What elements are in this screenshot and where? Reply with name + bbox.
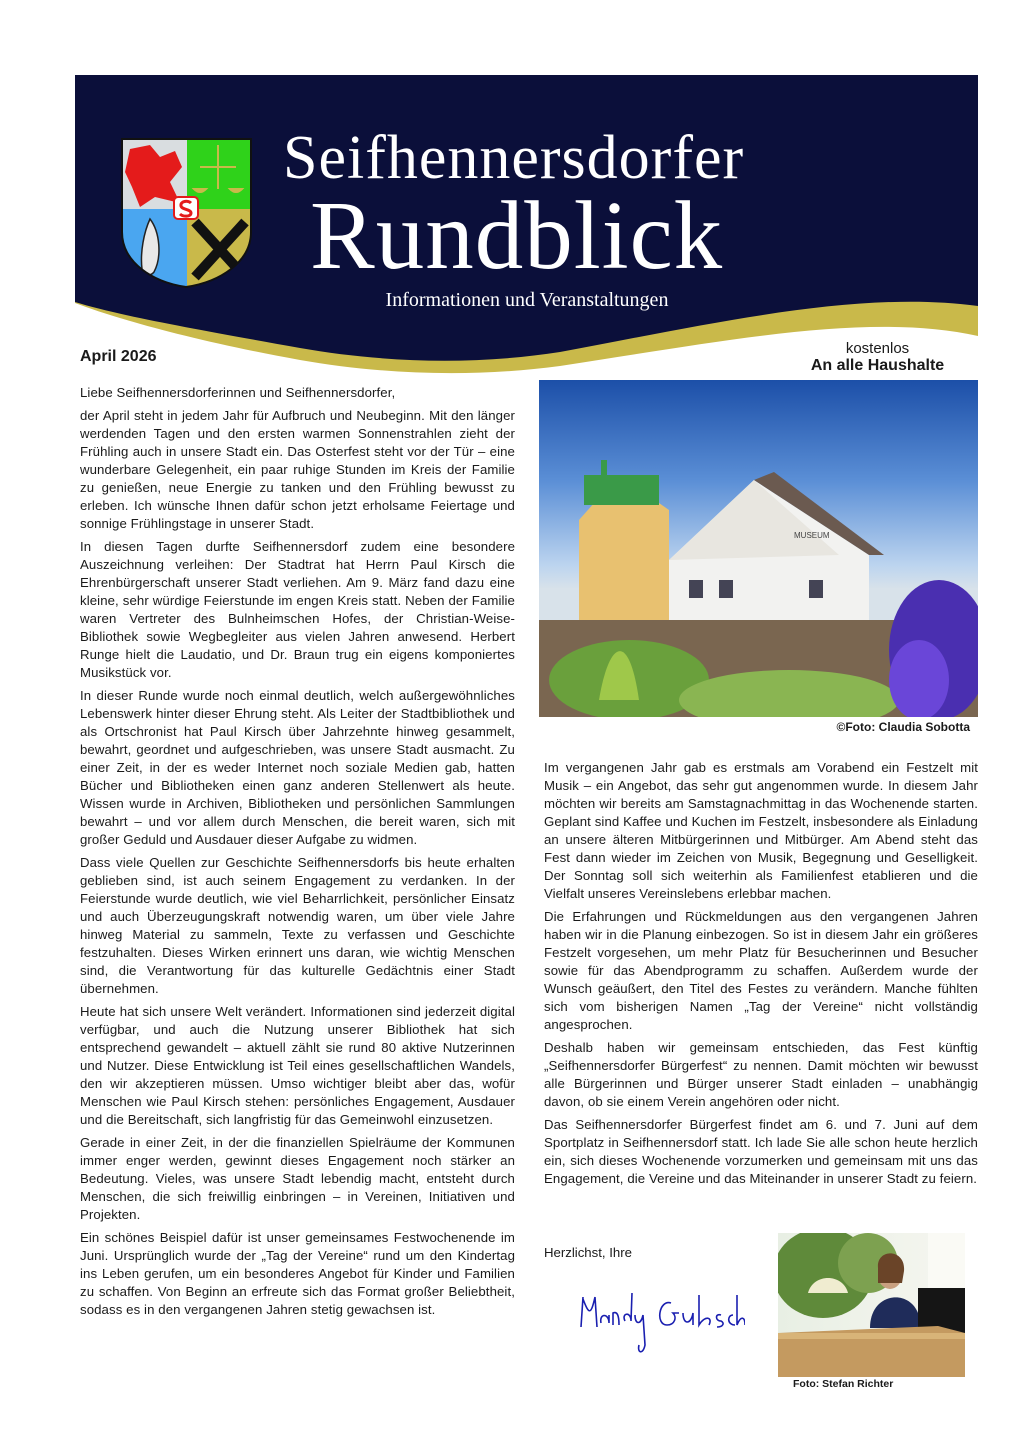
masthead-title-line2: Rundblick <box>310 182 724 289</box>
paragraph: der April steht in jedem Jahr für Aufbruch und Neubeginn. Mit den länger werdenden Tagen und den ersten warmen Sonnenstrahlen zieht der Frühling auch in unsere Stadt ein. Das Osterfest steht vor der Tür – eine wunderbare Gelegenheit, ein paar ruhige Stunden im Kreis der Familie zu genießen, neue Energie zu tanken und den Frühling bewusst zu erleben. Ich wünsche Ihnen dafür schon jetzt erholsame Feiertage und sonnige Frühlingstage in unserer Stadt. <box>80 408 515 531</box>
paragraph: Dass viele Quellen zur Geschichte Seifhennersdorfs bis heute erhalten geblieben sind, ist auch seinem Engagement zu verdanken. In der Feierstunde wurde deutlich, wie viel Beharrlichkeit, persönlicher Einsatz und auch Überzeugungskraft notwendig waren, um über viele Jahre hinweg Material zu sammeln, Texte zu verfassen und Geschichte festzuhalten. Dieses Wirken erinnert uns daran, wie wichtig Menschen sind, die Verantwortung für das kulturelle Gedächtnis einer Stadt übernehmen. <box>80 855 515 996</box>
s-badge-icon <box>174 197 198 219</box>
signature <box>575 1285 745 1360</box>
letter-right-column <box>544 759 978 1193</box>
closing: Herzlichst, Ihre <box>544 1245 632 1260</box>
distribution-label: An alle Haushalte <box>810 357 945 374</box>
price-note: kostenlos <box>845 340 910 357</box>
letter-left-column <box>80 384 515 1324</box>
paragraph: In dieser Runde wurde noch einmal deutlich, welch außergewöhnliches Lebenswerk hinter dieser Ehrung steht. Als Leiter der Stadtbibliothek und als Ortschronist hat Paul Kirsch über Jahrzehnte hinweg gesammelt, bewahrt, geordnet und aufgeschrieben, was unsere Stadt ausmacht. Zu einer Zeit, in der es weder Internet noch soziale Medien gab, hatten Bücher und Bibliotheken einen ganz anderen Stellenwert als heute. Wissen wurde in Archiven, Bibliotheken und persönlichen Sammlungen bewahrt – und vor allem durch Menschen, die bereit waren, sich mit großer Geduld und Ausdauer dieser Aufgabe zu widmen. <box>80 688 515 847</box>
photo-caption: ©Foto: Claudia Sobotta <box>836 720 970 734</box>
museum-sign: MUSEUM <box>794 531 830 540</box>
paragraph: Deshalb haben wir gemeinsam entschieden, das Fest künftig „Seifhennersdorfer Bürgerfest“ zu nennen. Damit möchten wir bewusst alle Bürgerinnen und Bürger unserer Stadt einladen – unabhängig davon, ob sie einem Verein angehören oder nicht. <box>544 1040 978 1109</box>
masthead-subtitle: Informationen und Veranstaltungen <box>385 289 669 311</box>
paragraph: Gerade in einer Zeit, in der die finanziellen Spielräume der Kommunen immer enger werden, gewinnt dieses Engagement noch stärker an Bedeutung. Vieles, was unsere Stadt lebendig macht, entsteht durch Menschen, die sich freiwillig einbringen – in Vereinen, Initiativen und Projekten. <box>80 1135 515 1222</box>
masthead-title-line1: Seifhennersdorfer <box>283 124 745 192</box>
issue-date: April 2026 <box>80 348 157 365</box>
salutation: Liebe Seifhennersdorferinnen und Seifhennersdorfer, <box>80 385 396 400</box>
paragraph: In diesen Tagen durfte Seifhennersdorf zudem eine besondere Auszeichnung verleihen: Der Stadtrat hat Herrn Paul Kirsch die Ehrenbürgerschaft unserer Stadt verliehen. Am 9. März fand dazu eine kleine, sehr würdige Feierstunde im engen Kreis statt. Neben der Familie waren Vertreter des Bulnheimschen Hofes, der Christian-Weise-Bibliothek sowie Wegbegleiter aus vielen Jahren anwesend. Herbert Runge hielt die Laudatio, und Dr. Braun trug ein eigens komponiertes Musikstück vor. <box>80 539 515 680</box>
paragraph: Im vergangenen Jahr gab es erstmals am Vorabend ein Festzelt mit Musik – ein Angebot, das sehr gut angenommen wurde. In diesem Jahr möchten wir bereits am Samstagnachmittag in das Wochenende starten. Geplant sind Kaffee und Kuchen im Festzelt, insbesondere als Einladung an unsere älteren Mitbürgerinnen und Mitbürger. Am Abend steht das Fest dann wieder im Zeichen von Musik, Begegnung und Geselligkeit. Der Sonntag soll sich weiterhin als Familienfest etablieren und die Vielfalt unseres Vereinslebens erlebbar machen. <box>544 760 978 901</box>
museum-photo <box>539 380 978 717</box>
mayor-portrait-photo <box>778 1233 965 1377</box>
paragraph: Das Seifhennersdorfer Bürgerfest findet am 6. und 7. Juni auf dem Sportplatz in Seifhennersdorf statt. Ich lade Sie alle schon heute herzlich ein, sich dieses Wochenende vorzumerken und gemeinsam mit uns das Engagement, die Vereine und das Miteinander in unserer Stadt zu feiern. <box>544 1117 978 1186</box>
paragraph: Ein schönes Beispiel dafür ist unser gemeinsames Festwochenende im Juni. Ursprünglich wurde der „Tag der Vereine“ rund um den Kindertag ins Leben gerufen, um ein besonderes Angebot für Kinder und Familien zu schaffen. Von Beginn an erfreute sich das Format großer Beliebtheit, sodass es in den vergangenen Jahren stetig gewachsen ist. <box>80 1230 515 1317</box>
paragraph: Heute hat sich unsere Welt verändert. Informationen sind jederzeit digital verfügbar, und auch die Nutzung unserer Bibliothek hat sich entsprechend gewandelt – aktuell zählt sie rund 80 aktive Nutzerinnen und Nutzer. Diese Entwicklung ist Teil eines gesellschaftlichen Wandels, den wir akzeptieren müssen. Umso wichtiger bleibt aber das, wofür Menschen wie Paul Kirsch stehen: persönliches Engagement, Ausdauer und die Bereitschaft, sich langfristig für das Gemeinwohl einzusetzen. <box>80 1004 515 1127</box>
paragraph: Die Erfahrungen und Rückmeldungen aus den vergangenen Jahren haben wir in die Planung einbezogen. So ist in diesem Jahr ein größeres Festzelt vorgesehen, um mehr Platz für Besucherinnen und Besucher sowie für das Abendprogramm zu schaffen. Außerdem wurde der Wunsch geäußert, den Titel des Festes zu verändern. Manche fühlten sich vom bisherigen Namen „Tag der Vereine“ nicht vollständig angesprochen. <box>544 909 978 1032</box>
distribution-note <box>790 340 965 374</box>
portrait-caption: Foto: Stefan Richter <box>793 1378 894 1390</box>
coat-of-arms-logo <box>120 137 253 289</box>
